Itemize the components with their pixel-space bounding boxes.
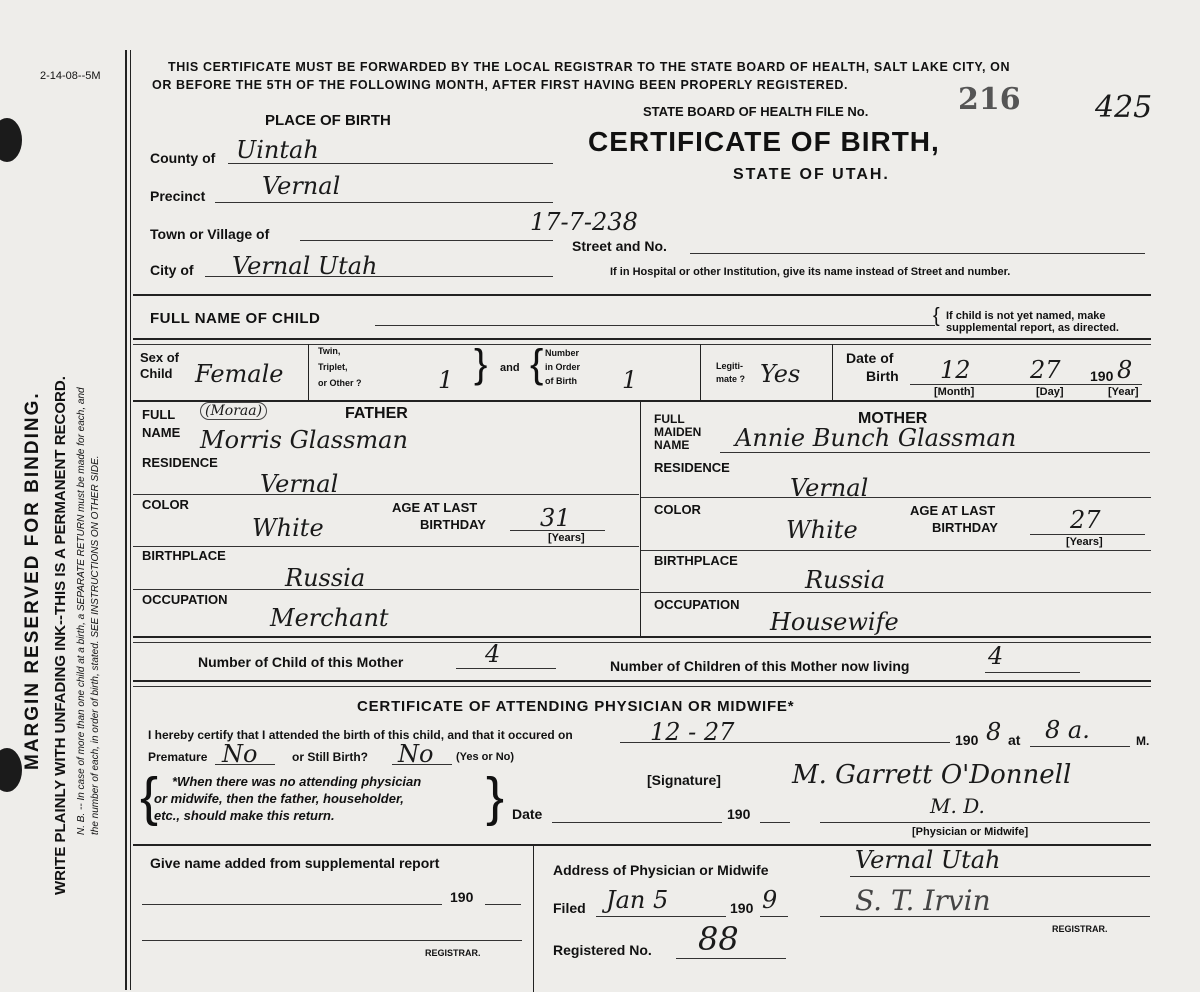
rule bbox=[596, 916, 726, 917]
rule bbox=[760, 916, 788, 917]
father-occupation: Merchant bbox=[270, 604, 389, 632]
rule bbox=[641, 592, 1151, 593]
mother-name-label: NAME bbox=[654, 438, 690, 452]
father-color: White bbox=[252, 514, 324, 542]
rule bbox=[676, 958, 786, 959]
county-value: Uintah bbox=[236, 136, 319, 164]
order-value: 1 bbox=[622, 366, 638, 394]
twin-value: 1 bbox=[438, 366, 454, 394]
father-age-label-1: AGE AT LAST bbox=[392, 500, 478, 515]
filed-year-prefix: 190 bbox=[730, 900, 754, 916]
father-name-label: NAME bbox=[142, 425, 181, 440]
section-rule bbox=[133, 680, 1151, 682]
birth-year: 8 bbox=[1117, 356, 1133, 384]
father-color-label: COLOR bbox=[142, 497, 189, 512]
order-label-2: in Order bbox=[545, 362, 581, 372]
supplemental-registrar-label: REGISTRAR. bbox=[425, 948, 481, 958]
rule bbox=[850, 876, 1150, 877]
mother-birthplace: Russia bbox=[805, 566, 886, 594]
yes-no-label: (Yes or No) bbox=[456, 751, 515, 763]
father-full-label: FULL bbox=[142, 407, 176, 422]
filed-label: Filed bbox=[553, 900, 586, 916]
mother-residence: Vernal bbox=[790, 474, 869, 502]
birth-year-prefix: 190 bbox=[1090, 368, 1114, 384]
physician-or-midwife-label: [Physician or Midwife] bbox=[912, 826, 1029, 838]
margin-ink-text: WRITE PLAINLY WITH UNFADING INK--THIS IS A PERMANENT RECORD. bbox=[52, 376, 69, 895]
registry-registrar-label: REGISTRAR. bbox=[1052, 924, 1108, 934]
city-value: Vernal Utah bbox=[232, 252, 378, 280]
mother-occupation: Housewife bbox=[770, 608, 899, 636]
rule bbox=[142, 904, 442, 905]
rule bbox=[985, 672, 1080, 673]
mother-occupation-label: OCCUPATION bbox=[654, 597, 740, 612]
child-number-label: Number of Child of this Mother bbox=[198, 654, 404, 670]
filed-date: Jan 5 bbox=[606, 886, 669, 914]
margin-note-1: N. B. -- In case of more than one child at a birth, a SEPARATE RETURN must be made for each, and bbox=[76, 387, 87, 835]
living-children-label: Number of Children of this Mother now living bbox=[610, 658, 910, 674]
certificate-subtitle: STATE OF UTAH. bbox=[733, 166, 890, 183]
no-physician-note-2: or midwife, then the father, householder, bbox=[154, 791, 404, 806]
rule bbox=[910, 384, 1142, 385]
mother-name: Annie Bunch Glassman bbox=[735, 424, 1017, 452]
registrar-signature: S. T. Irvin bbox=[855, 884, 991, 917]
margin-binding-text: MARGIN RESERVED FOR BINDING. bbox=[22, 391, 43, 770]
rule bbox=[641, 497, 1151, 498]
header-line-2: OR BEFORE THE 5TH OF THE FOLLOWING MONTH, AFTER FIRST HAVING BEEN PROPERLY REGISTERED. bbox=[152, 78, 849, 92]
certificate-title: CERTIFICATE OF BIRTH, bbox=[588, 126, 940, 157]
twin-label-2: Triplet, bbox=[318, 362, 348, 372]
supplemental-year-prefix: 190 bbox=[450, 889, 474, 905]
birth-time: 8 a. bbox=[1045, 716, 1090, 744]
mother-residence-label: RESIDENCE bbox=[654, 460, 730, 475]
physician-address-label: Address of Physician or Midwife bbox=[553, 862, 769, 878]
father-birthplace: Russia bbox=[285, 564, 366, 592]
and-label: and bbox=[500, 362, 520, 374]
rule bbox=[510, 530, 605, 531]
mother-years-label: [Years] bbox=[1066, 536, 1103, 548]
date-label: Date bbox=[512, 806, 543, 822]
rule bbox=[552, 822, 722, 823]
year-label: [Year] bbox=[1108, 386, 1139, 398]
street-label: Street and No. bbox=[572, 238, 667, 254]
margin-rule bbox=[125, 50, 127, 990]
rule bbox=[690, 253, 1145, 254]
margin-rule bbox=[130, 50, 131, 990]
section-rule bbox=[133, 338, 1151, 340]
rule bbox=[142, 940, 522, 941]
father-name: Morris Glassman bbox=[200, 426, 408, 454]
birth-day: 27 bbox=[1030, 356, 1061, 384]
physician-signature-degree: M. D. bbox=[930, 794, 985, 818]
still-birth-value: No bbox=[398, 740, 434, 768]
at-label: at bbox=[1008, 732, 1021, 748]
father-occupation-label: OCCUPATION bbox=[142, 592, 228, 607]
rule bbox=[820, 822, 1150, 823]
certify-text: I hereby certify that I attended the birth of this child, and that it occured on bbox=[148, 728, 573, 742]
rule bbox=[485, 904, 521, 905]
premature-value: No bbox=[222, 740, 258, 768]
dob-label-2: Birth bbox=[866, 368, 899, 384]
rule bbox=[620, 742, 950, 743]
county-label: County of bbox=[150, 150, 216, 166]
father-years-label: [Years] bbox=[548, 532, 585, 544]
sex-label: Sex of bbox=[140, 350, 180, 365]
column-divider bbox=[533, 846, 534, 992]
rule bbox=[133, 494, 639, 495]
file-number-label: STATE BOARD OF HEALTH FILE No. bbox=[643, 104, 869, 119]
physician-signature: M. Garrett O'Donnell bbox=[792, 760, 1072, 790]
rule bbox=[375, 325, 935, 326]
cell-rule bbox=[308, 344, 309, 400]
rule bbox=[133, 589, 639, 590]
no-physician-note-1: *When there was no attending physician bbox=[172, 774, 422, 789]
brace: } bbox=[474, 342, 488, 386]
brace: { bbox=[933, 305, 940, 327]
rule bbox=[215, 764, 275, 765]
section-rule bbox=[133, 344, 1151, 345]
binding-hole bbox=[0, 118, 22, 162]
mother-color: White bbox=[786, 516, 858, 544]
city-label: City of bbox=[150, 262, 194, 278]
brace: } bbox=[486, 767, 505, 827]
mother-age-label-2: BIRTHDAY bbox=[932, 520, 998, 535]
section-rule bbox=[133, 294, 1151, 296]
filed-year: 9 bbox=[762, 886, 778, 914]
order-label-1: Number bbox=[545, 348, 580, 358]
registered-number: 88 bbox=[698, 920, 739, 958]
dob-label-1: Date of bbox=[846, 350, 894, 366]
child-name-label: FULL NAME OF CHILD bbox=[150, 310, 321, 327]
column-divider bbox=[640, 402, 641, 636]
mother-color-label: COLOR bbox=[654, 502, 701, 517]
father-heading: FATHER bbox=[345, 405, 408, 422]
rule bbox=[1030, 534, 1145, 535]
meridiem-label: M. bbox=[1136, 734, 1150, 748]
premature-label: Premature bbox=[148, 750, 208, 764]
legit-value: Yes bbox=[760, 360, 801, 388]
section-rule bbox=[133, 636, 1151, 638]
day-label: [Day] bbox=[1036, 386, 1064, 398]
father-residence-label: RESIDENCE bbox=[142, 455, 218, 470]
rule bbox=[392, 764, 452, 765]
handwritten-number: 425 bbox=[1095, 90, 1153, 125]
rule bbox=[215, 202, 553, 203]
registered-number-label: Registered No. bbox=[553, 942, 652, 958]
place-of-birth-heading: PLACE OF BIRTH bbox=[265, 112, 391, 129]
father-age: 31 bbox=[540, 504, 571, 532]
birth-month: 12 bbox=[940, 356, 971, 384]
mother-birthplace-label: BIRTHPLACE bbox=[654, 553, 738, 568]
rule bbox=[1030, 746, 1130, 747]
physician-address: Vernal Utah bbox=[855, 846, 1001, 874]
town-label: Town or Village of bbox=[150, 226, 270, 242]
not-named-note-2: supplemental report, as directed. bbox=[946, 322, 1119, 334]
mother-maiden-label: MAIDEN bbox=[654, 425, 702, 439]
father-name-alt: (Moraa) bbox=[200, 402, 267, 420]
mother-age: 27 bbox=[1070, 506, 1101, 534]
legit-label-1: Legiti- bbox=[716, 361, 743, 371]
rule bbox=[228, 163, 553, 164]
twin-label-3: or Other ? bbox=[318, 378, 362, 388]
binding-hole bbox=[0, 748, 22, 792]
child-number: 4 bbox=[485, 640, 501, 668]
rule bbox=[720, 452, 1150, 453]
legit-label-2: mate ? bbox=[716, 374, 746, 384]
rule bbox=[641, 550, 1151, 551]
no-physician-note-3: etc., should make this return. bbox=[154, 808, 335, 823]
form-code: 2-14-08--5M bbox=[40, 70, 101, 82]
street-value: 17-7-238 bbox=[530, 208, 638, 236]
cell-rule bbox=[832, 344, 833, 400]
father-age-label-2: BIRTHDAY bbox=[420, 517, 486, 532]
signature-label: [Signature] bbox=[647, 772, 721, 788]
section-rule bbox=[133, 400, 1151, 402]
hospital-note: If in Hospital or other Institution, give its name instead of Street and number. bbox=[610, 266, 1011, 278]
month-label: [Month] bbox=[934, 386, 975, 398]
date-year-prefix: 190 bbox=[727, 806, 751, 822]
rule bbox=[820, 916, 1150, 917]
living-children: 4 bbox=[988, 642, 1004, 670]
sex-label-2: Child bbox=[140, 366, 173, 381]
father-birthplace-label: BIRTHPLACE bbox=[142, 548, 226, 563]
margin-note-2: the number of each, in order of birth, stated. SEE INSTRUCTIONS ON OTHER SIDE. bbox=[90, 455, 101, 835]
precinct-label: Precinct bbox=[150, 188, 206, 204]
father-residence: Vernal bbox=[260, 470, 339, 498]
birth-date-physician: 12 - 27 bbox=[650, 718, 735, 746]
brace: { bbox=[140, 767, 159, 827]
twin-label-1: Twin, bbox=[318, 346, 341, 356]
rule bbox=[205, 276, 553, 277]
rule bbox=[760, 822, 790, 823]
physician-year: 8 bbox=[986, 718, 1002, 746]
order-label-3: of Birth bbox=[545, 376, 577, 386]
rule bbox=[300, 240, 553, 241]
rule bbox=[133, 546, 639, 547]
precinct-value: Vernal bbox=[262, 172, 341, 200]
mother-heading: MOTHER bbox=[858, 410, 928, 427]
rule bbox=[456, 668, 556, 669]
physician-year-prefix: 190 bbox=[955, 732, 979, 748]
header-line-1: THIS CERTIFICATE MUST BE FORWARDED BY THE LOCAL REGISTRAR TO THE STATE BOARD OF HEALTH, SALT LAKE CITY, ON bbox=[168, 60, 1011, 74]
file-number: 216 bbox=[958, 82, 1021, 117]
not-named-note-1: If child is not yet named, make bbox=[946, 310, 1106, 322]
still-birth-label: or Still Birth? bbox=[292, 750, 368, 764]
mother-full-label: FULL bbox=[654, 412, 685, 426]
supplemental-label: Give name added from supplemental report bbox=[150, 855, 440, 871]
sex-value: Female bbox=[195, 360, 284, 388]
section-rule bbox=[133, 686, 1151, 687]
physician-heading: CERTIFICATE OF ATTENDING PHYSICIAN OR MIDWIFE* bbox=[357, 698, 795, 715]
brace: { bbox=[530, 342, 544, 386]
mother-age-label-1: AGE AT LAST bbox=[910, 503, 996, 518]
cell-rule bbox=[700, 344, 701, 400]
